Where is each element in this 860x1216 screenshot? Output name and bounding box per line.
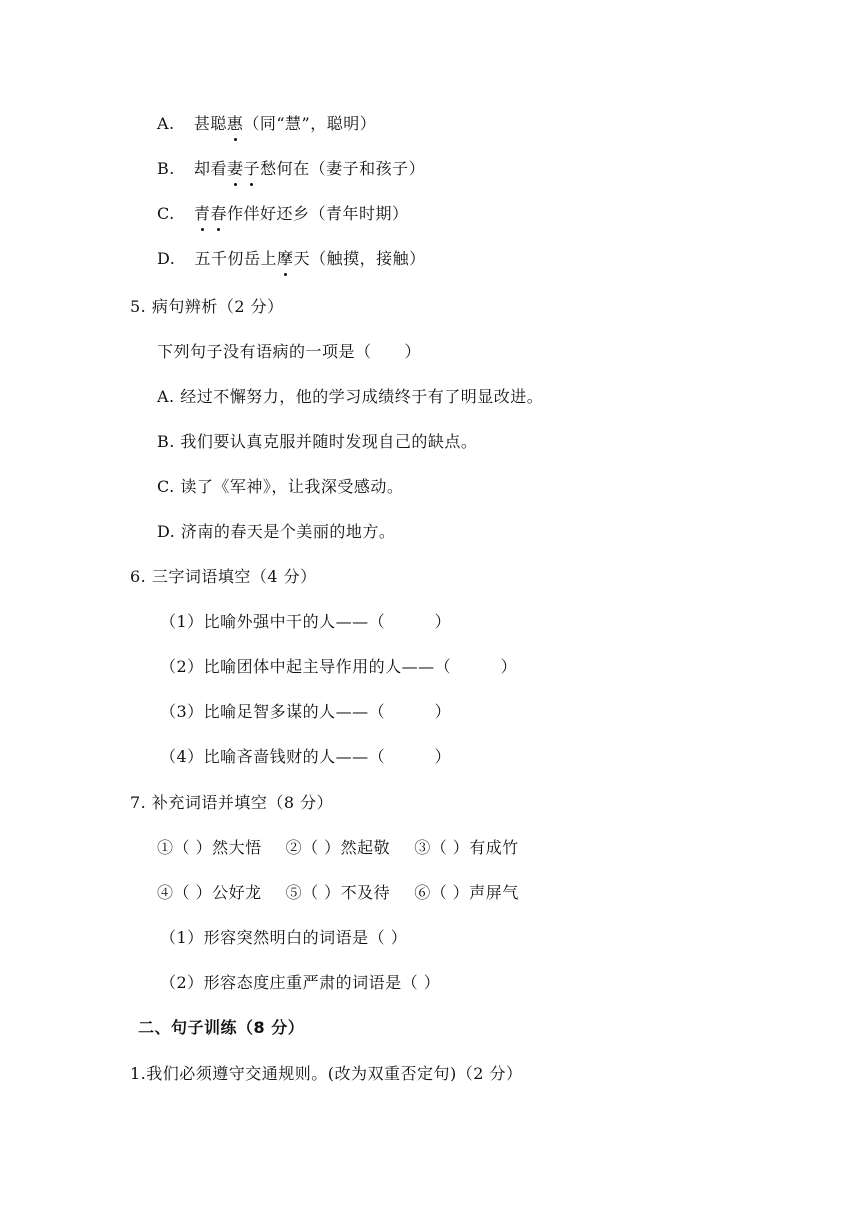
q5-prompt: 下列句子没有语病的一项是（ ）: [157, 342, 422, 361]
q4-option-c-after: 作伴好还乡（青年时期）: [226, 204, 409, 223]
q7-word-2: ②（ ）然起敬: [285, 838, 391, 857]
q4-option-d-before: 五千仞岳上: [194, 249, 278, 268]
q5-option-a: A. 经过不懈努力，他的学习成绩终于有了明显改进。: [157, 387, 544, 406]
q7-word-4: ④（ ）公好龙: [157, 883, 262, 902]
q4-option-a-label: A.: [157, 114, 175, 133]
q4-option-c-label: C.: [157, 204, 175, 223]
q7-word-row-2: [157, 882, 519, 904]
q4-option-d-after: 天（触摸，接触）: [293, 249, 426, 268]
q6-title: 6. 三字词语填空（4 分）: [130, 567, 317, 586]
q7-word-5: ⑤（ ）不及待: [285, 883, 391, 902]
q4-option-b-label: B.: [157, 159, 175, 178]
q7-word-3: ③（ ）有成竹: [414, 838, 519, 857]
q4-option-d-label: D.: [157, 249, 176, 268]
q4-option-a-before: 甚聪: [193, 114, 227, 133]
q5-option-d: D. 济南的春天是个美丽的地方。: [157, 522, 396, 541]
q4-option-c-dotted-char-2: 春: [210, 204, 227, 223]
q4-option-c-dotted-char-1: 青: [193, 204, 211, 223]
q4-option-a: [157, 113, 376, 135]
q4-option-b-dotted-char-2: 子: [243, 159, 261, 178]
q6-item-2: （2）比喻团体中起主导作用的人——（ ）: [160, 657, 518, 676]
q6-item-1: （1）比喻外强中干的人——（ ）: [160, 612, 452, 631]
q4-option-b: [157, 158, 425, 180]
q5-option-c: C. 读了《军神》，让我深受感动。: [157, 477, 404, 496]
q4-option-d: [157, 248, 426, 270]
section-2-heading: 二、句子训练（8 分）: [138, 1018, 305, 1037]
q4-option-a-after: （同“慧”，聪明）: [243, 114, 377, 133]
q7-title: 7. 补充词语并填空（8 分）: [130, 793, 334, 812]
q4-option-b-dotted-char-1: 妻: [227, 159, 244, 178]
q7-sub-1: （1）形容突然明白的词语是（ ）: [160, 928, 408, 947]
q4-option-a-dotted-char: 惠: [226, 114, 244, 133]
q4-option-b-after: 愁何在（妻子和孩子）: [260, 159, 426, 178]
q4-option-c: [157, 203, 409, 225]
section-2-question-1: 1.我们必须遵守交通规则。(改为双重否定句)（2 分）: [130, 1064, 523, 1083]
q6-item-4: （4）比喻吝啬钱财的人——（ ）: [160, 747, 452, 766]
q7-word-row-1: [157, 837, 519, 859]
q4-option-d-dotted-char: 摩: [277, 249, 294, 268]
q6-item-3: （3）比喻足智多谋的人——（ ）: [160, 702, 452, 721]
q7-word-6: ⑥（ ）声屏气: [414, 883, 519, 902]
q5-option-b: B. 我们要认真克服并随时发现自己的缺点。: [157, 432, 478, 451]
q7-sub-2: （2）形容态度庄重严肃的词语是（ ）: [160, 973, 441, 992]
q5-title: 5. 病句辨析（2 分）: [130, 297, 284, 316]
q4-option-b-before: 却看: [194, 159, 228, 178]
q7-word-1: ①（ ）然大悟: [157, 838, 262, 857]
